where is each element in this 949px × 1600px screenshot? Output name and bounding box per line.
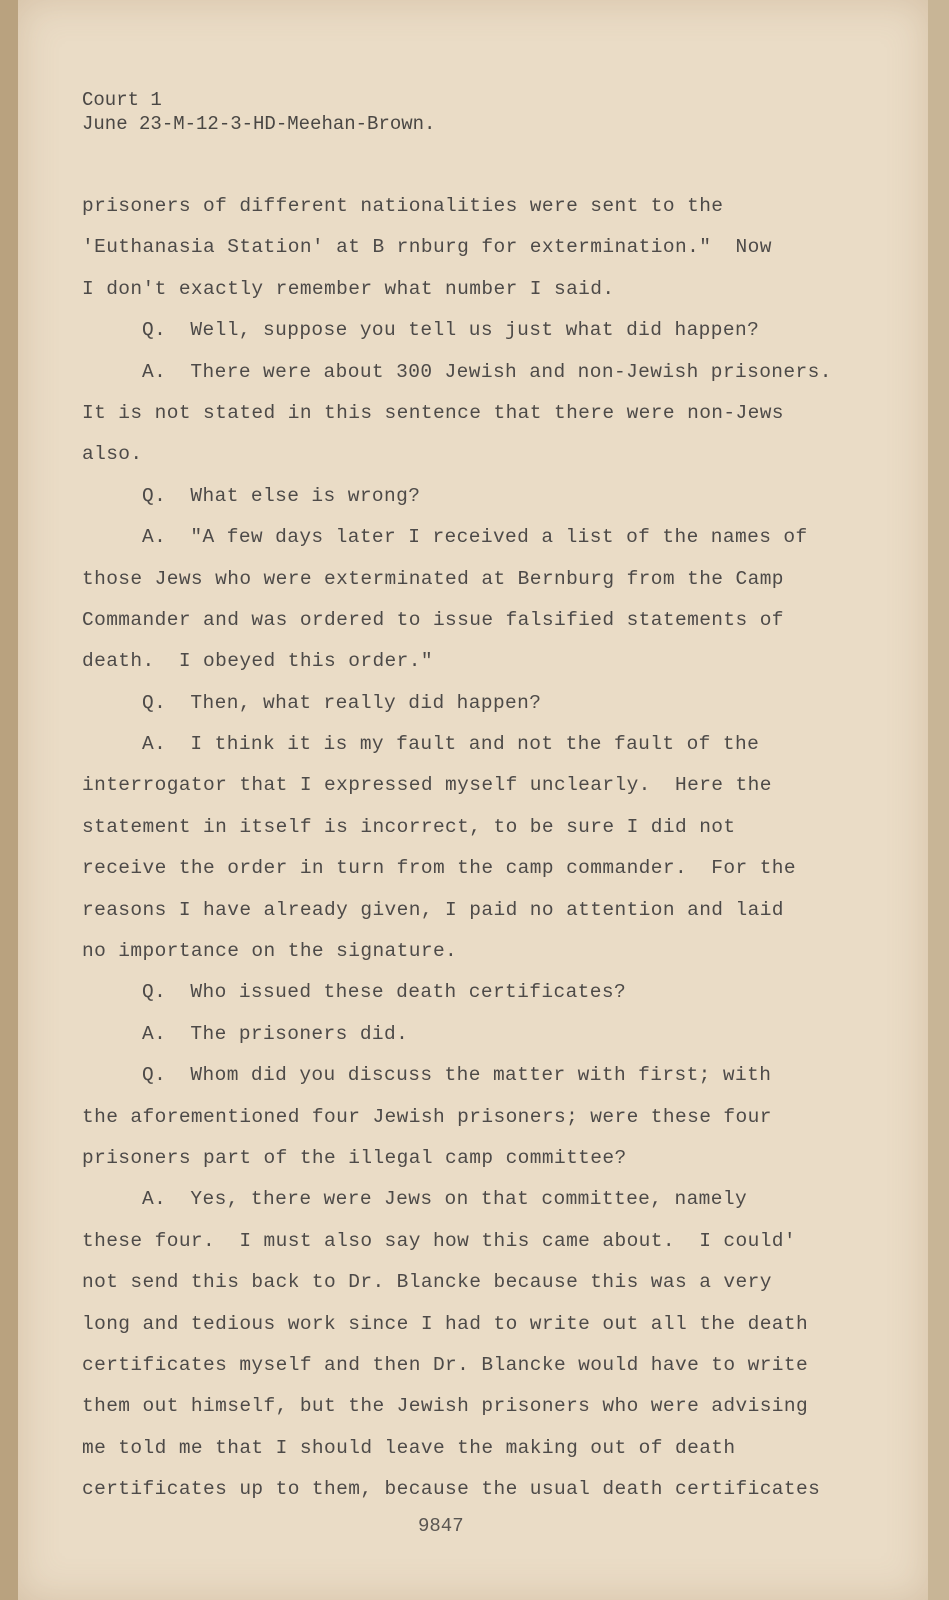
transcript-line: 'Euthanasia Station' at B rnburg for extermination." Now (82, 236, 772, 259)
transcript-line: long and tedious work since I had to write out all the death (82, 1312, 809, 1335)
transcript-line: Q. Well, suppose you tell us just what did happen? (142, 319, 760, 342)
transcript-line: Q. Whom did you discuss the matter with first; with (142, 1064, 772, 1087)
transcript-line: Q. Who issued these death certificates? (142, 981, 627, 1004)
transcript-line: these four. I must also say how this came about. I could' (82, 1229, 797, 1252)
transcript-line: the aforementioned four Jewish prisoners; were these four (82, 1105, 772, 1128)
transcript-line: A. There were about 300 Jewish and non-Jewish prisoners. (142, 360, 832, 383)
transcript-line: me told me that I should leave the making out of death (82, 1436, 736, 1459)
transcript-line: Q. What else is wrong? (142, 484, 421, 507)
transcript-line: It is not stated in this sentence that there were non-Jews (82, 401, 784, 424)
transcript-line: interrogator that I expressed myself unclearly. Here the (82, 774, 772, 797)
transcript-line: Commander and was ordered to issue falsified statements of (82, 608, 784, 631)
transcript-line: A. I think it is my fault and not the fault of the (142, 733, 760, 756)
document-header (82, 88, 435, 136)
transcript-line: A. The prisoners did. (142, 1022, 409, 1045)
transcript-line: A. "A few days later I received a list of the names of (142, 526, 808, 549)
transcript-line: prisoners part of the illegal camp committee? (82, 1146, 627, 1169)
header-reference: June 23-M-12-3-HD-Meehan-Brown. (82, 113, 436, 135)
transcript-line: them out himself, but the Jewish prisoners who were advising (82, 1395, 809, 1418)
header-court: Court 1 (82, 89, 162, 111)
transcript-line: death. I obeyed this order." (82, 650, 433, 673)
transcript-line: reasons I have already given, I paid no attention and laid (82, 898, 784, 921)
transcript-line: not send this back to Dr. Blancke because this was a very (82, 1271, 772, 1294)
transcript-line: prisoners of different nationalities were sent to the (82, 195, 724, 217)
transcript-line: Q. Then, what really did happen? (142, 691, 542, 714)
transcript-line: statement in itself is incorrect, to be sure I did not (82, 815, 736, 838)
page-number: 9847 (418, 1515, 464, 1537)
page-edge (0, 0, 18, 1600)
transcript-line: also. (82, 443, 143, 466)
document-page (18, 0, 928, 1600)
transcript-line: no importance on the signature. (82, 940, 458, 963)
transcript-body (82, 186, 882, 1511)
transcript-line: certificates myself and then Dr. Blancke would have to write (82, 1353, 809, 1376)
transcript-line: A. Yes, there were Jews on that committee, namely (142, 1188, 748, 1211)
transcript-line: receive the order in turn from the camp commander. For the (82, 857, 797, 880)
transcript-line: I don't exactly remember what number I said. (82, 277, 615, 300)
transcript-line: those Jews who were exterminated at Bernburg from the Camp (82, 567, 784, 590)
transcript-line: certificates up to them, because the usual death certificates (82, 1478, 821, 1501)
